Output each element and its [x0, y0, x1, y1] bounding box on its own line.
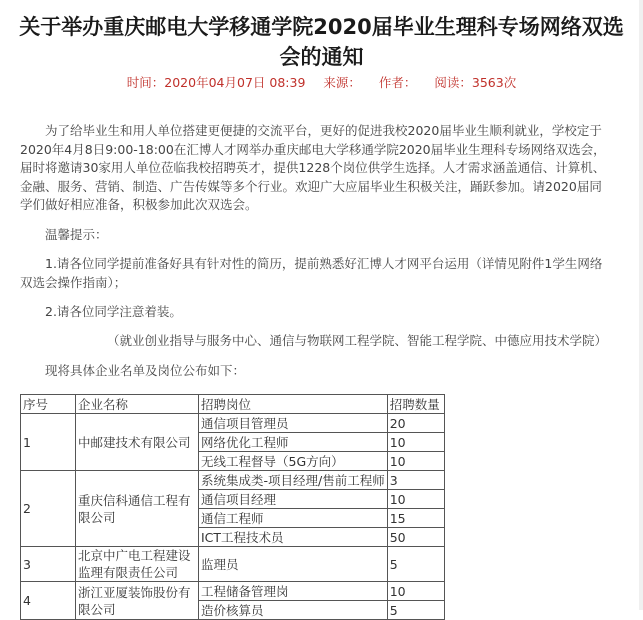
job-position: 系统集成类-项目经理/售前工程师	[199, 471, 388, 490]
job-position: 网络优化工程师	[199, 433, 388, 452]
job-position: 工程储备管理岗	[199, 582, 388, 601]
view-count: 阅读：3563次	[434, 75, 517, 90]
header-cell: 招聘岗位	[199, 395, 388, 414]
header-cell: 招聘数量	[387, 395, 444, 414]
publish-time: 时间：2020年04月07日 08:39	[126, 75, 306, 90]
source-label: 来源：	[323, 75, 361, 90]
job-count: 3	[387, 471, 444, 490]
table-row	[21, 414, 445, 433]
job-count: 10	[387, 582, 444, 601]
company-name: 中邮建技术有限公司	[76, 414, 199, 471]
row-number: 1	[21, 414, 76, 471]
job-position: 造价核算员	[199, 601, 388, 620]
tips-heading: 温馨提示：	[45, 227, 108, 242]
job-count: 10	[387, 490, 444, 509]
tip-2: 2.请各位同学注意着装。	[45, 304, 182, 319]
job-position: 监理员	[199, 547, 388, 582]
signature: （就业创业指导与服务中心、通信与物联网工程学院、智能工程学院、中德应用技术学院）	[106, 333, 607, 348]
author-label: 作者：	[378, 75, 417, 90]
company-name: 重庆信科通信工程有限公司	[76, 471, 199, 547]
company-jobs-table	[20, 394, 445, 620]
job-count: 10	[387, 452, 444, 471]
header-cell: 序号	[21, 395, 76, 414]
table-row	[21, 582, 445, 601]
intro-paragraph: 为了给毕业生和用人单位搭建更便捷的交流平台，更好的促进我校2020届毕业生顺利就业，学校定于2020年4月8日9:00-18:00在汇博人才网举办重庆邮电大学移通学院2020届毕业生理科专场网络双选会，届时将邀请30家用人单位莅临我校招聘英才，提供1228个岗位供学生选择。人才需求涵盖通信、计算机、金融、服务、营销、制造、广告传媒等多个行业。欢迎广大应届毕业生积极关注，踊跃参加。请2020届同学们做好相应准备，积极参加此次双选会。	[20, 123, 606, 212]
job-position: 通信工程师	[199, 509, 388, 528]
list-intro: 现将具体企业名单及岗位公布如下：	[45, 363, 246, 378]
job-count: 15	[387, 509, 444, 528]
article-title: 关于举办重庆邮电大学移通学院2020届毕业生理科专场网络双选会的通知	[19, 15, 624, 69]
header-cell: 企业名称	[76, 395, 199, 414]
job-position: ICT工程技术员	[199, 528, 388, 547]
article-meta	[0, 73, 643, 91]
company-name: 浙江亚厦装饰股份有限公司	[76, 582, 199, 620]
job-position: 通信项目管理员	[199, 414, 388, 433]
job-count: 50	[387, 528, 444, 547]
job-position: 通信项目经理	[199, 490, 388, 509]
table-row	[21, 547, 445, 582]
vertical-scrollbar[interactable]	[639, 0, 643, 610]
row-number: 3	[21, 547, 76, 582]
job-count: 10	[387, 433, 444, 452]
table-header-row	[21, 395, 445, 414]
company-name: 北京中广电工程建设监理有限责任公司	[76, 547, 199, 582]
tip-1: 1.请各位同学提前准备好具有针对性的简历，提前熟悉好汇博人才网平台运用（详情见附件1学生网络双选会操作指南）；	[20, 256, 603, 290]
job-count: 5	[387, 601, 444, 620]
row-number: 2	[21, 471, 76, 547]
job-count: 5	[387, 547, 444, 582]
job-position: 无线工程督导（5G方向）	[199, 452, 388, 471]
table-row	[21, 471, 445, 490]
job-count: 20	[387, 414, 444, 433]
row-number: 4	[21, 582, 76, 620]
